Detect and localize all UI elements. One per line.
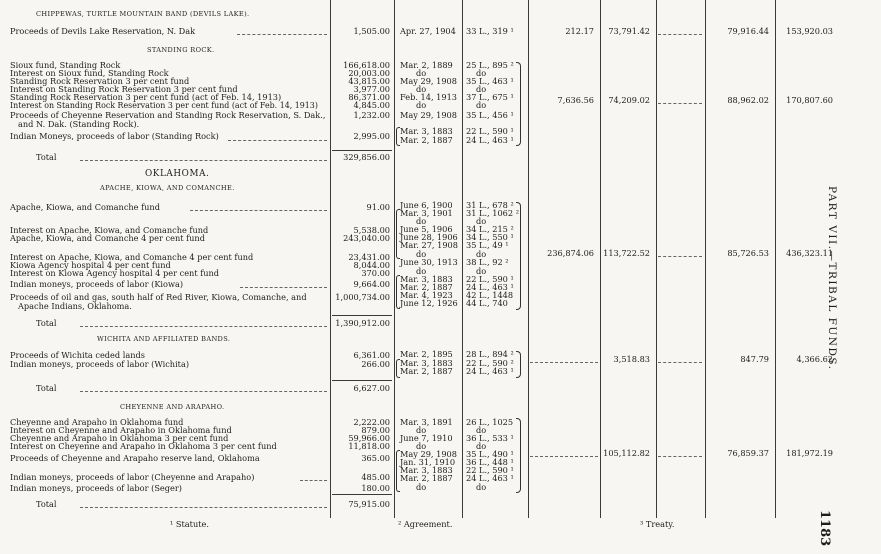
row-statute: 42 L., 1448: [466, 290, 514, 300]
footnote-agreement: ² Agreement.: [398, 519, 453, 529]
row-label-total: Total: [36, 318, 57, 328]
row-date: Mar. 2, 1887: [400, 282, 453, 292]
leader-line: [80, 160, 327, 161]
row-label-total: Total: [36, 383, 57, 393]
row-date: Mar. 2, 1895: [400, 349, 453, 359]
footnote-treaty: ³ Treaty.: [640, 519, 675, 529]
row-amount: 3,977.00: [353, 84, 390, 94]
row-date: Mar. 27, 1908: [400, 240, 458, 250]
row-date: do: [416, 266, 427, 276]
date-brace: [396, 209, 400, 259]
leader-line: [228, 140, 327, 141]
column-rule: [705, 0, 706, 518]
leader-line: [80, 391, 327, 392]
leader-line: [240, 287, 327, 288]
row-amount: 23,431.00: [348, 252, 390, 262]
summary-c4: 181,972.19: [786, 448, 833, 458]
row-statute: 28 L., 894 ²: [466, 349, 514, 359]
row-statute: do: [476, 266, 487, 276]
row-statute: 35 L., 463 ¹: [466, 76, 514, 86]
row-label: and N. Dak. (Standing Rock).: [18, 119, 140, 129]
row-amount: 879.00: [361, 425, 390, 435]
group-brace-cheyenne: [516, 418, 521, 493]
total-rule: [332, 150, 392, 151]
row-amount: 91.00: [366, 202, 390, 212]
total-amount: 6,627.00: [353, 383, 390, 393]
row-date: Feb. 14, 1913: [400, 92, 457, 102]
column-rule: [394, 0, 395, 518]
row-statute: do: [476, 100, 487, 110]
total-amount: 1,390,912.00: [335, 318, 390, 328]
row-label: Interest on Cheyenne and Arapaho in Oklahoma 3 per cent fund: [10, 441, 277, 451]
section-heading-cheyenne: CHEYENNE AND ARAPAHO.: [120, 403, 225, 411]
row-statute: 25 L., 895 ²: [466, 60, 514, 70]
summary-c3: 88,962.02: [727, 95, 769, 105]
row-date: do: [416, 425, 427, 435]
row-label: Standing Rock Reservation 3 per cent fund (act of Feb. 14, 1913): [10, 92, 282, 102]
row-amount: 243,040.00: [343, 233, 390, 243]
row-statute: 44 L., 740: [466, 298, 508, 308]
row-label: Kiowa Agency hospital 4 per cent fund: [10, 260, 171, 270]
row-date: June 28, 1906: [400, 232, 458, 242]
row-statute: 34 L., 215 ²: [466, 224, 514, 234]
row-label: Apache, Kiowa, and Comanche fund: [10, 202, 160, 212]
row-label: Cheyenne and Arapaho in Oklahoma fund: [10, 417, 184, 427]
row-amount: 1,232.00: [353, 110, 390, 120]
row-amount: 1,505.00: [353, 26, 390, 36]
summary-c3: 85,726.53: [727, 248, 769, 258]
row-date: May 29, 1908: [400, 110, 457, 120]
row-amount: 365.00: [361, 453, 390, 463]
row-amount: 5,538.00: [353, 225, 390, 235]
row-label: Standing Rock Reservation 3 per cent fund: [10, 76, 190, 86]
row-date: June 12, 1926: [400, 298, 458, 308]
row-label: Proceeds of Devils Lake Reservation, N. Dak: [10, 26, 196, 36]
summary-c4: 4,366.62: [796, 354, 833, 364]
row-date: Apr. 27, 1904: [400, 26, 456, 36]
row-statute: do: [476, 441, 487, 451]
column-rule: [330, 0, 331, 518]
section-heading-oklahoma: OKLAHOMA.: [145, 169, 210, 179]
summary-c2: 3,518.83: [613, 354, 650, 364]
row-amount: 4,845.00: [353, 100, 390, 110]
side-title: PART VII.—TRIBAL FUNDS.: [826, 186, 838, 371]
row-amount: 9,664.00: [353, 279, 390, 289]
row-label: Interest on Apache, Kiowa, and Comanche 4 per cent fund: [10, 252, 254, 262]
total-amount: 75,915.00: [348, 499, 390, 509]
row-amount: 485.00: [361, 472, 390, 482]
row-amount: 6,361.00: [353, 350, 390, 360]
summary-c2: 105,112.82: [603, 448, 650, 458]
row-statute: 36 L., 448 ¹: [466, 457, 514, 467]
row-statute: 34 L., 550 ¹: [466, 232, 514, 242]
row-statute: do: [476, 216, 487, 226]
row-statute: 24 L., 463 ¹: [466, 366, 514, 376]
summary-c4: 170,807.60: [786, 95, 833, 105]
row-date: Mar. 3, 1883: [400, 126, 453, 136]
row-statute: 33 L., 319 ¹: [466, 26, 514, 36]
leader-line: [658, 362, 702, 363]
row-date: Mar. 3, 1883: [400, 465, 453, 475]
row-statute: 31 L., 678 ²: [466, 200, 514, 210]
row-label: Indian moneys, proceeds of labor (Wichita): [10, 359, 190, 369]
row-statute: do: [476, 249, 487, 259]
summary-c2: 74,209.02: [608, 95, 650, 105]
row-label: Proceeds of Cheyenne Reservation and Standing Rock Reservation, S. Dak.,: [10, 110, 326, 120]
row-date: Mar. 2, 1887: [400, 473, 453, 483]
date-brace: [396, 359, 400, 378]
page-number: 1183: [817, 510, 832, 547]
summary-c2: 73,791.42: [608, 26, 650, 36]
row-amount: 20,003.00: [348, 68, 390, 78]
group-brace-standing-rock: [516, 62, 521, 146]
row-label: Proceeds of oil and gas, south half of Red River, Kiowa, Comanche, and: [10, 292, 307, 302]
summary-c4: 436,323.11: [786, 248, 833, 258]
row-statute: 24 L., 463 ¹: [466, 473, 514, 483]
row-date: do: [416, 441, 427, 451]
row-amount: 8,044.00: [353, 260, 390, 270]
section-heading-wichita: WICHITA AND AFFILIATED BANDS.: [97, 335, 231, 343]
row-date: do: [416, 249, 427, 259]
row-label: Sioux fund, Standing Rock: [10, 60, 121, 70]
row-statute: 37 L., 675 ¹: [466, 92, 514, 102]
column-rule: [462, 0, 463, 518]
leader-line: [237, 34, 327, 35]
column-rule: [656, 0, 657, 518]
section-heading-apache: APACHE, KIOWA, AND COMANCHE.: [100, 184, 235, 192]
leader-line: [530, 456, 598, 457]
row-date: Mar. 2, 1887: [400, 135, 453, 145]
row-statute: 35 L., 490 ¹: [466, 449, 514, 459]
row-date: do: [416, 482, 427, 492]
row-statute: 22 L., 590 ¹: [466, 126, 514, 136]
column-rule: [528, 0, 529, 518]
row-label: Interest on Standing Rock Reservation 3 per cent fund (act of Feb. 14, 1913): [10, 101, 318, 110]
section-heading-standing-rock: STANDING ROCK.: [147, 46, 215, 54]
row-label: Indian moneys, proceeds of labor (Cheyenne and Arapaho): [10, 472, 255, 482]
row-date: Mar. 3, 1901: [400, 208, 453, 218]
row-amount: 59,966.00: [348, 433, 390, 443]
row-statute: 22 L., 590 ²: [466, 358, 514, 368]
date-brace: [396, 450, 400, 492]
footnote-statute: ¹ Statute.: [170, 519, 209, 529]
leader-line: [530, 362, 598, 363]
row-label-total: Total: [36, 499, 57, 509]
total-rule: [332, 380, 392, 381]
group-brace-wichita: [516, 351, 521, 378]
row-amount: 43,815.00: [348, 76, 390, 86]
row-date: June 6, 1900: [400, 200, 453, 210]
row-amount: 2,995.00: [353, 131, 390, 141]
leader-line: [658, 34, 702, 35]
row-amount: 370.00: [361, 268, 390, 278]
row-statute: 31 L., 1062 ²: [466, 208, 519, 218]
row-date: Mar. 2, 1889: [400, 60, 453, 70]
row-amount: 180.00: [361, 483, 390, 493]
row-label: Indian moneys, proceeds of labor (Seger): [10, 483, 182, 493]
row-statute: do: [476, 482, 487, 492]
row-statute: do: [476, 68, 487, 78]
row-label: Interest on Standing Rock Reservation 3 per cent fund: [10, 84, 238, 94]
row-date: Mar. 3, 1891: [400, 417, 453, 427]
row-label: Indian moneys, proceeds of labor (Kiowa): [10, 279, 184, 289]
row-date: do: [416, 68, 427, 78]
row-statute: 24 L., 463 ¹: [466, 135, 514, 145]
total-amount: 329,856.00: [343, 152, 390, 162]
leader-line: [658, 256, 702, 257]
summary-c3: 847.79: [740, 354, 769, 364]
row-label-total: Total: [36, 152, 57, 162]
row-statute: 24 L., 463 ¹: [466, 282, 514, 292]
row-date: do: [416, 84, 427, 94]
row-date: Jan. 31, 1910: [400, 457, 456, 467]
row-amount: 2,222.00: [353, 417, 390, 427]
group-brace-apache: [516, 202, 521, 310]
row-date: June 5, 1906: [400, 224, 453, 234]
row-date: Mar. 3, 1883: [400, 358, 453, 368]
row-label: Interest on Apache, Kiowa, and Comanche fund: [10, 225, 209, 235]
row-date: do: [416, 216, 427, 226]
leader-line: [300, 480, 327, 481]
row-statute: 36 L., 533 ¹: [466, 433, 514, 443]
row-date: do: [416, 100, 427, 110]
row-amount: 166,618.00: [343, 60, 390, 70]
row-date: Mar. 4, 1923: [400, 290, 453, 300]
leader-line: [658, 456, 702, 457]
row-statute: 22 L., 590 ¹: [466, 274, 514, 284]
column-rule: [775, 0, 776, 518]
row-date: May 29, 1908: [400, 449, 457, 459]
date-brace: [396, 275, 400, 309]
date-brace: [396, 127, 400, 146]
summary-c1: 236,874.06: [547, 248, 594, 258]
summary-c2: 113,722.52: [603, 248, 650, 258]
total-rule: [332, 494, 392, 495]
row-amount: 86,371.00: [348, 92, 390, 102]
summary-c1: 7,636.56: [557, 95, 594, 105]
column-rule: [600, 0, 601, 518]
row-amount: 266.00: [361, 359, 390, 369]
row-label: Interest on Sioux fund, Standing Rock: [10, 68, 169, 78]
row-label: Proceeds of Wichita ceded lands: [10, 350, 145, 360]
row-amount: 11,818.00: [348, 441, 390, 451]
row-statute: do: [476, 84, 487, 94]
row-label: Interest on Cheyenne and Arapaho in Oklahoma fund: [10, 425, 232, 435]
leader-line: [80, 507, 327, 508]
row-label: Proceeds of Cheyenne and Arapaho reserve land, Oklahoma: [10, 453, 260, 463]
summary-c3: 79,916.44: [727, 26, 769, 36]
leader-line: [190, 210, 327, 211]
summary-c4: 153,920.03: [786, 26, 833, 36]
row-label: Cheyenne and Arapaho in Oklahoma 3 per cent fund: [10, 433, 229, 443]
total-rule: [332, 315, 392, 316]
row-label: Interest on Kiowa Agency hospital 4 per cent fund: [10, 268, 220, 278]
row-label: Indian Moneys, proceeds of labor (Standing Rock): [10, 131, 219, 141]
row-date: May 29, 1908: [400, 76, 457, 86]
summary-c3: 76,859.37: [727, 448, 769, 458]
row-amount: 1,000,734.00: [335, 292, 390, 302]
row-date: Mar. 2, 1887: [400, 366, 453, 376]
leader-line: [80, 326, 327, 327]
row-statute: 35 L., 456 ¹: [466, 110, 514, 120]
row-date: Mar. 3, 1883: [400, 274, 453, 284]
row-statute: 22 L., 590 ¹: [466, 465, 514, 475]
row-statute: 38 L., 92 ²: [466, 257, 509, 267]
row-statute: do: [476, 425, 487, 435]
summary-c1: 212.17: [565, 26, 594, 36]
row-date: June 30, 1913: [400, 257, 458, 267]
section-heading-chippewas: CHIPPEWAS, TURTLE MOUNTAIN BAND (DEVILS LAKE).: [36, 10, 250, 18]
leader-line: [658, 103, 702, 104]
row-statute: 35 L., 49 ¹: [466, 240, 509, 250]
row-label: Apache Indians, Oklahoma.: [18, 301, 132, 311]
row-label: Apache, Kiowa, and Comanche 4 per cent fund: [10, 233, 205, 243]
row-statute: 26 L., 1025: [466, 417, 514, 427]
row-date: June 7, 1910: [400, 433, 453, 443]
